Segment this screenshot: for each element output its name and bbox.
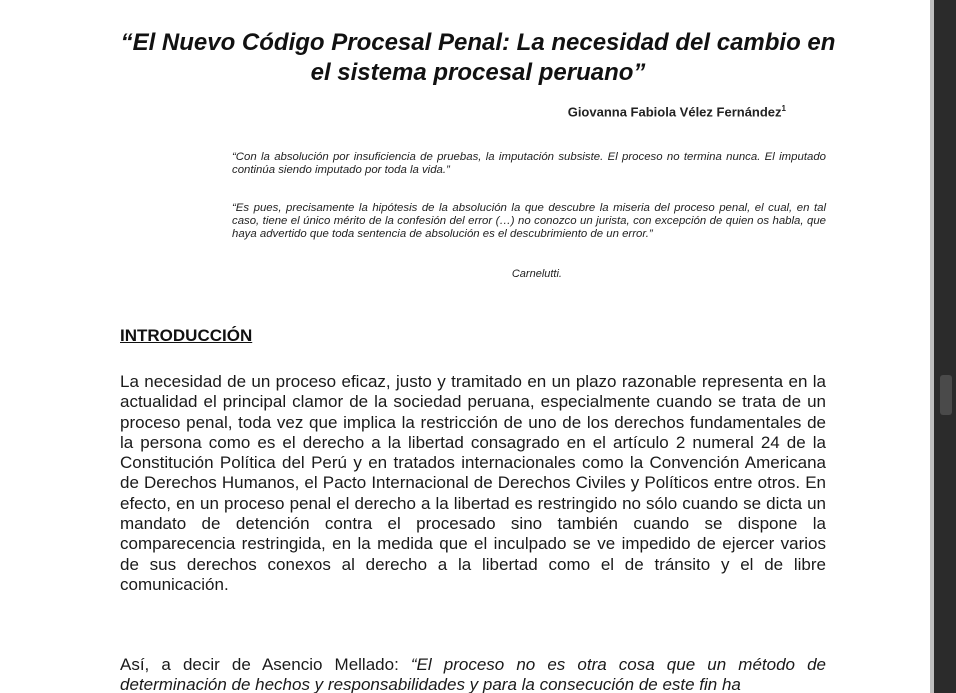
body-paragraph-2	[120, 655, 826, 693]
paragraph-2-quote: “El proceso no es otra cosa que un método de determinación de hechos y responsabilidades y para la consecución de este fin ha	[120, 655, 826, 693]
scrollbar-track[interactable]	[934, 0, 956, 693]
author-line	[430, 104, 786, 119]
epigraph-quote-1: “Con la absolución por insuficiencia de pruebas, la imputación subsiste. El proceso no termina nunca. El imputado continúa siendo imputado por toda la vida.”	[232, 151, 826, 176]
epigraph-attribution: Carnelutti.	[511, 268, 562, 280]
author-name: Giovanna Fabiola Vélez Fernández	[567, 104, 782, 120]
document-title: “El Nuevo Código Procesal Penal: La necesidad del cambio en el sistema procesal peruano”	[120, 29, 836, 86]
body-paragraph-1: La necesidad de un proceso eficaz, justo y tramitado en un plazo razonable representa en la actualidad el principal clamor de la sociedad peruana, especialmente cuando se trata de un proceso penal, toda vez que implica la restricción de uno de los derechos fundamentales de la persona como es el derecho a la libertad consagrado en el artículo 2 numeral 24 de la Constitución Política del Perú y en tratados internacionales como la Convención Americana de Derechos Humanos, el Pacto Internacional de Derechos Civiles y Políticos entre otros. En efecto, en un proceso penal el derecho a la libertad es restringido no sólo cuando se dicta un mandato de detención contra el procesado sino también cuando se dispone la comparecencia restringida, en la medida que el inculpado se ve impedido de ejercer varios de sus derechos conexos al derecho a la libertad como el de tránsito y el de libre comunicación.	[120, 372, 826, 594]
epigraph-quote-2: “Es pues, precisamente la hipótesis de la absolución la que descubre la miseria del proceso penal, el cual, en tal caso, tiene el único mérito de la confesión del error (…) no conozco un jurista, con excepción de quien os habla, que haya advertido que toda sentencia de absolución es el descubrimiento de un error.”	[232, 202, 826, 240]
paragraph-2-intro: Así, a decir de Asencio Mellado:	[120, 655, 411, 674]
author-footnote-marker: 1	[781, 104, 786, 113]
scrollbar-thumb[interactable]	[940, 375, 952, 415]
section-heading: INTRODUCCIÓN	[120, 326, 253, 345]
